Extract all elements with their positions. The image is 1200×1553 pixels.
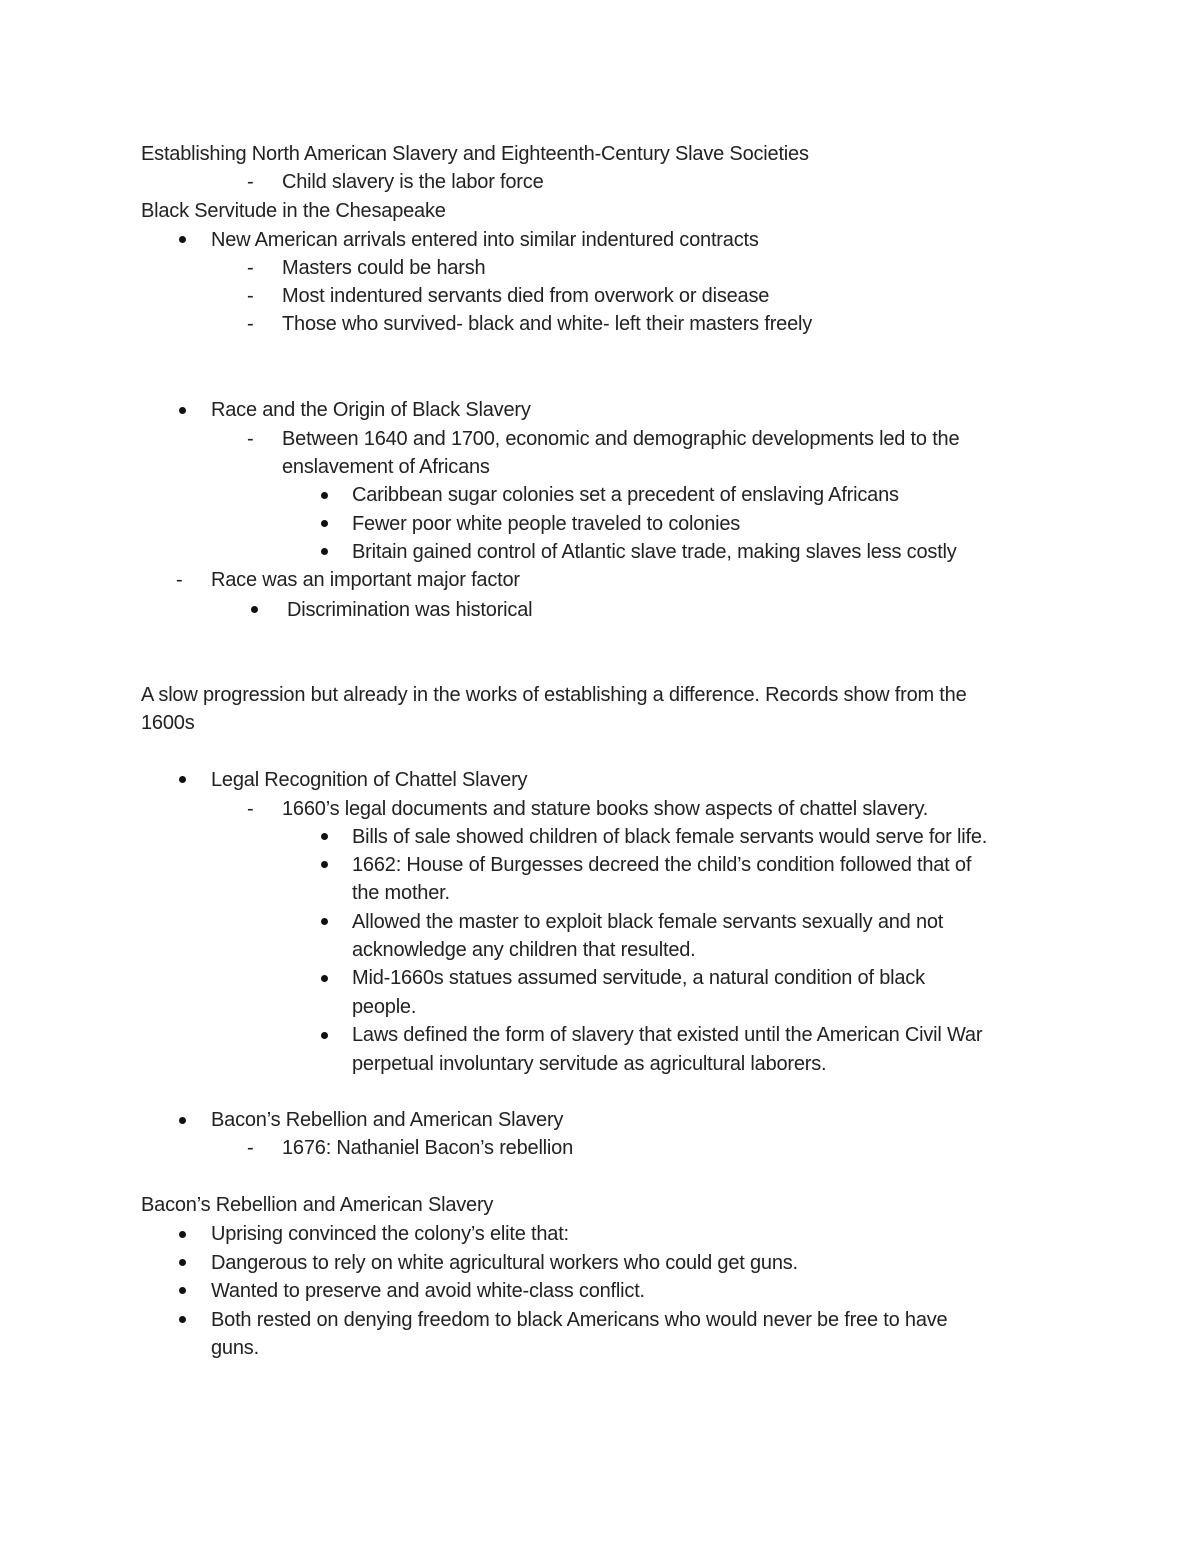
list-item: Caribbean sugar colonies set a precedent of enslaving Africans <box>352 484 899 506</box>
bullet-icon <box>179 776 186 783</box>
bullet-icon <box>179 1287 186 1294</box>
bullet-icon <box>321 492 328 499</box>
list-item: Britain gained control of Atlantic slave trade, making slaves less costly <box>352 541 957 563</box>
list-item: 1676: Nathaniel Bacon’s rebellion <box>282 1137 574 1159</box>
list-item: Race and the Origin of Black Slavery <box>211 399 531 421</box>
title-subpoint: Child slavery is the labor force <box>282 171 544 193</box>
list-item: Most indentured servants died from overwork or disease <box>282 285 770 307</box>
list-item-continuation: guns. <box>211 1337 259 1359</box>
list-item: New American arrivals entered into similar indentured contracts <box>211 229 759 251</box>
bullet-icon <box>321 833 328 840</box>
section-heading-bacon: Bacon’s Rebellion and American Slavery <box>141 1194 494 1216</box>
list-item: Bacon’s Rebellion and American Slavery <box>211 1109 564 1131</box>
dash-marker: - <box>247 257 254 279</box>
list-item-continuation: enslavement of Africans <box>282 456 490 478</box>
dash-marker: - <box>247 171 254 193</box>
dash-marker: - <box>247 428 254 450</box>
list-item: Fewer poor white people traveled to colonies <box>352 513 741 535</box>
dash-marker: - <box>176 569 183 591</box>
bullet-icon <box>321 861 328 868</box>
list-item: Uprising convinced the colony’s elite that: <box>211 1223 569 1245</box>
list-item-continuation: people. <box>352 996 417 1018</box>
bullet-icon <box>321 1032 328 1039</box>
bullet-icon <box>321 520 328 527</box>
document-title: Establishing North American Slavery and Eighteenth-Century Slave Societies <box>141 143 809 165</box>
dash-marker: - <box>247 285 254 307</box>
bullet-icon <box>179 407 186 414</box>
list-item: Race was an important major factor <box>211 569 520 591</box>
list-item: Bills of sale showed children of black female servants would serve for life. <box>352 826 988 848</box>
bullet-icon <box>179 1259 186 1266</box>
list-item-continuation: perpetual involuntary servitude as agricultural laborers. <box>352 1053 827 1075</box>
list-item: Allowed the master to exploit black female servants sexually and not <box>352 911 944 933</box>
list-item: Wanted to preserve and avoid white-class conflict. <box>211 1280 645 1302</box>
section-heading-chesapeake: Black Servitude in the Chesapeake <box>141 200 446 222</box>
bullet-icon <box>179 1117 186 1124</box>
list-item: Masters could be harsh <box>282 257 486 279</box>
list-item: Between 1640 and 1700, economic and demographic developments led to the <box>282 428 960 450</box>
paragraph-line: 1600s <box>141 712 195 734</box>
list-item: Legal Recognition of Chattel Slavery <box>211 769 528 791</box>
bullet-icon <box>179 1231 186 1238</box>
dash-marker: - <box>247 798 254 820</box>
list-item-continuation: the mother. <box>352 882 450 904</box>
list-item: Discrimination was historical <box>287 599 533 621</box>
list-item: Laws defined the form of slavery that existed until the American Civil War <box>352 1024 983 1046</box>
list-item: Those who survived- black and white- left their masters freely <box>282 313 813 335</box>
dash-marker: - <box>247 1137 254 1159</box>
bullet-icon <box>251 606 258 613</box>
bullet-icon <box>321 975 328 982</box>
bullet-icon <box>321 548 328 555</box>
list-item: 1660’s legal documents and stature books show aspects of chattel slavery. <box>282 798 929 820</box>
paragraph-line: A slow progression but already in the works of establishing a difference. Records show from the <box>141 684 967 706</box>
list-item: Dangerous to rely on white agricultural workers who could get guns. <box>211 1252 798 1274</box>
list-item: Both rested on denying freedom to black Americans who would never be free to have <box>211 1309 948 1331</box>
bullet-icon <box>179 236 186 243</box>
list-item: 1662: House of Burgesses decreed the child’s condition followed that of <box>352 854 972 876</box>
bullet-icon <box>179 1316 186 1323</box>
list-item: Mid-1660s statues assumed servitude, a natural condition of black <box>352 967 925 989</box>
dash-marker: - <box>247 313 254 335</box>
bullet-icon <box>321 918 328 925</box>
list-item-continuation: acknowledge any children that resulted. <box>352 939 696 961</box>
